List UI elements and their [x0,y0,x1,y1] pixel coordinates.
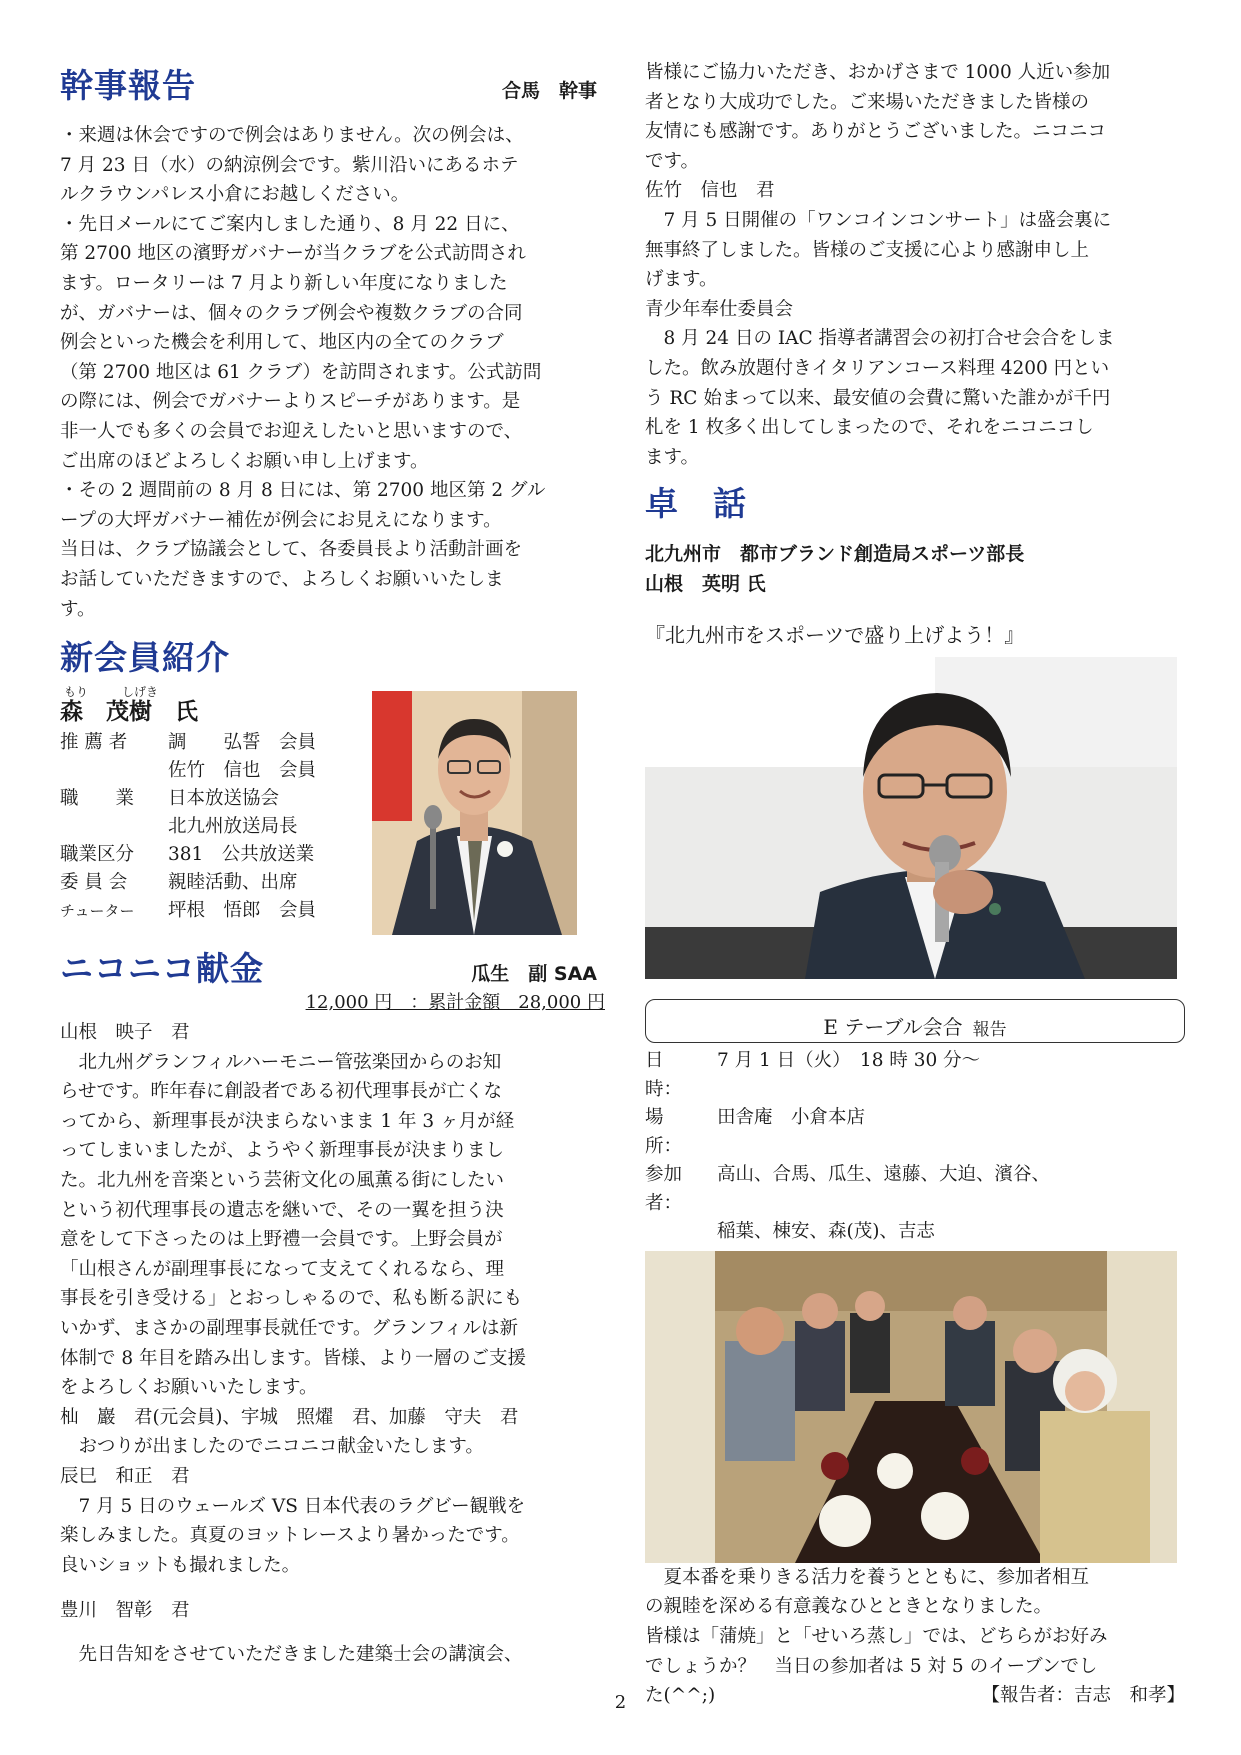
text-line: ご出席のほどよろしくお願い申し上げます。 [60,450,429,472]
text-line: 北九州グランフィルハーモニー管弦楽団からのお知 [60,1051,502,1073]
kanji-report-title: 幹事報告 [60,66,196,105]
text-line: ルクラウンパレス小倉にお越しください。 [60,184,410,206]
text-line: 者となり大成功でした。ご来場いただきました皆様の [645,91,1090,113]
text-line: 楽しみました。真夏のヨットレースより暑かったです。 [60,1525,520,1547]
etable-row: 参加者： 高山、合馬、瓜生、遠藤、大迫、濱谷、 [645,1164,1051,1214]
text-line: が、ガバナーは、個々のクラブ例会や複数クラブの合同 [60,302,523,324]
text-line: ・先日メールにてご案内しました通り、8 月 22 日に、 [60,213,520,235]
reporter: 【報告者：吉志 和孝】 [981,1685,1185,1707]
text-line: 体制で 8 年目を踏み出します。皆様、より一層のご支援 [60,1347,527,1369]
speaker-photo [645,657,1177,979]
etable-row: 稲葉、棟安、森(茂)、吉志 [717,1221,935,1243]
text-line: 夏本番を乗りきる活力を養うとともに、参加者相互 [645,1566,1090,1588]
text-line: お話していただきますので、よろしくお願いいたしま [60,568,504,590]
text-line: をよろしくお願いいたします。 [60,1377,318,1399]
kanji-report-body [60,121,605,624]
text-line: ます。ロータリーは 7 月より新しい年度になりました [60,272,508,294]
speaker-name: 山根 英明 氏 [645,573,766,596]
nikoniko-title: ニコニコ献金 [60,949,264,989]
text-line: 先日告知をさせていただきました建築士会の講演会、 [60,1643,523,1665]
text-line: 良いショットも撮れました。 [60,1554,301,1576]
text-line: 例会といった機会を利用して、地区内の全てのクラブ [60,332,504,354]
donor-name: 辰巳 和正 君 [60,1466,190,1487]
kanji-report-header [60,60,605,107]
member-row: 職 業 日本放送協会 [60,788,280,810]
text-line: 第 2700 地区の濱野ガバナーが当クラブを公式訪問され [60,243,526,265]
new-member-card [60,679,605,929]
text-line: （第 2700 地区は 61 クラブ）を訪問されます。公式訪問 [60,361,542,383]
new-member-title: 新会員紹介 [60,638,230,678]
text-line: という初代理事長の遺志を継いで、その一翼を担う決 [60,1199,504,1221]
text-line: 当日は、クラブ協議会として、各委員長より活動計画を [60,539,523,561]
text-line: 7 月 5 日開催の「ワンコインコンサート」は盛会裏に [645,209,1112,231]
text-line: た(^^;) [645,1685,716,1707]
speaker-org: 北九州市 都市ブランド創造局スポーツ部長 [645,543,1025,566]
name-ruby: もり しげき [64,685,159,700]
text-line: 事長を引き受ける」とおっしゃるので、私も断る訳にも [60,1288,523,1310]
right-column [645,58,1185,1711]
text-line: 非一人でも多くの会員でお迎えしたいと思いますので、 [60,420,523,442]
text-line: 意をして下さったのは上野禮一会員です。上野会員が [60,1229,503,1251]
text-line: ます。 [645,446,700,468]
etable-row: 日 時： 7 月 1 日（火） 18 時 30 分～ [645,1050,981,1100]
text-line: 友情にも感謝です。ありがとうございました。ニコニコ [645,121,1107,143]
text-line: た。北九州を音楽という芸術文化の風薫る街にしたい [60,1170,505,1192]
donor-name: 豊川 智彰 君 [60,1600,190,1622]
nikoniko-total: 12,000 円 ：累計金額 28,000 円 [305,992,605,1014]
etable-title: E テーブル会合 [823,1015,963,1040]
text-line: 7 月 23 日（水）の納涼例会です。紫川沿いにあるホテ [60,154,519,176]
member-name: 森 茂樹 氏 [60,698,198,726]
kanji-report-author: 合馬 幹事 [501,80,597,102]
text-line: ってしまいましたが、ようやく新理事長が決まりまし [60,1140,505,1162]
text-line: 無事終了しました。皆様のご支援に心より感謝申し上 [645,239,1090,261]
page-number: 2 [614,1692,627,1713]
text-line: いかず、まさかの副理事長就任です。グランフィルは新 [60,1318,519,1340]
text-line: した。飲み放題付きイタリアンコース料理 4200 円とい [645,357,1110,379]
member-row: 職業区分 381 公共放送業 [60,844,315,866]
text-line: 皆様にご協力いただき、おかげさまで 1000 人近い参加 [645,62,1111,83]
text-line: おつりが出ましたのでニコニコ献金いたします。 [60,1436,484,1458]
text-line: ・その 2 週間前の 8 月 8 日には、第 2700 地区第 2 グル [60,480,546,502]
left-column [60,60,605,1670]
nikoniko-header [60,943,605,990]
donor-name: 杣 巖 君(元会員)、宇城 照燿 君、加藤 守夫 君 [60,1406,519,1428]
text-line: です。 [645,150,700,172]
text-line: ープの大坪ガバナー補佐が例会にお見えになります。 [60,509,502,531]
member-row: 推 薦 者 調 弘誓 会員 [60,732,317,754]
text-line: ・来週は休会ですので例会はありません。次の例会は、 [60,125,524,146]
member-row: 委 員 会 親睦活動、出席 [60,872,298,894]
takuwa-title: 卓 話 [645,484,747,524]
takuwa-header [645,478,1185,525]
etable-photo [645,1251,1177,1563]
text-line: う RC 始まって以来、最安値の会費に驚いた誰かが千円 [645,387,1111,409]
text-line: の親睦を深める有意義なひとときとなりました。 [645,1596,1053,1618]
talk-title: 『北九州市をスポーツで盛り上げよう！』 [645,623,1025,648]
donor-name: 佐竹 信也 君 [645,180,775,202]
text-line: の際には、例会でガバナーよりスピーチがあります。是 [60,391,521,413]
text-line: らせです。昨年春に創設者である初代理事長が亡くな [60,1081,502,1103]
nikoniko-author: 瓜生 副 SAA [471,963,597,986]
text-line: す。 [60,598,96,620]
etable-row: 場 所： 田舎庵 小倉本店 [645,1107,866,1157]
donor-name: 山根 映子 君 [60,1022,190,1044]
new-member-photo [372,691,577,935]
etable-title-suffix: 報告 [972,1020,1007,1041]
text-line: 皆様は「蒲焼」と「せいろ蒸し」では、どちらがお好み [645,1626,1108,1647]
member-row: チューター 坪根 悟郎 会員 [60,900,317,922]
text-line: でしょうか？ 当日の参加者は 5 対 5 のイーブンでし [645,1655,1098,1677]
text-line: ってから、新理事長が決まらないまま 1 年 3 ヶ月が経 [60,1110,515,1132]
text-line: 「山根さんが副理事長になって支えてくれるなら、理 [60,1258,505,1280]
text-line: 8 月 24 日の IAC 指導者講習会の初打合せ会合をしま [645,328,1115,350]
member-row: 佐竹 信也 会員 [168,760,317,782]
etable-title-box [645,999,1185,1043]
donor-name: 青少年奉仕委員会 [645,298,794,320]
member-row: 北九州放送局長 [168,816,298,838]
text-line: げます。 [645,269,718,291]
text-line: 7 月 5 日のウェールズ VS 日本代表のラグビー観戦を [60,1495,526,1517]
text-line: 札を 1 枚多く出してしまったので、それをニコニコし [645,417,1094,439]
new-member-header [60,632,605,679]
